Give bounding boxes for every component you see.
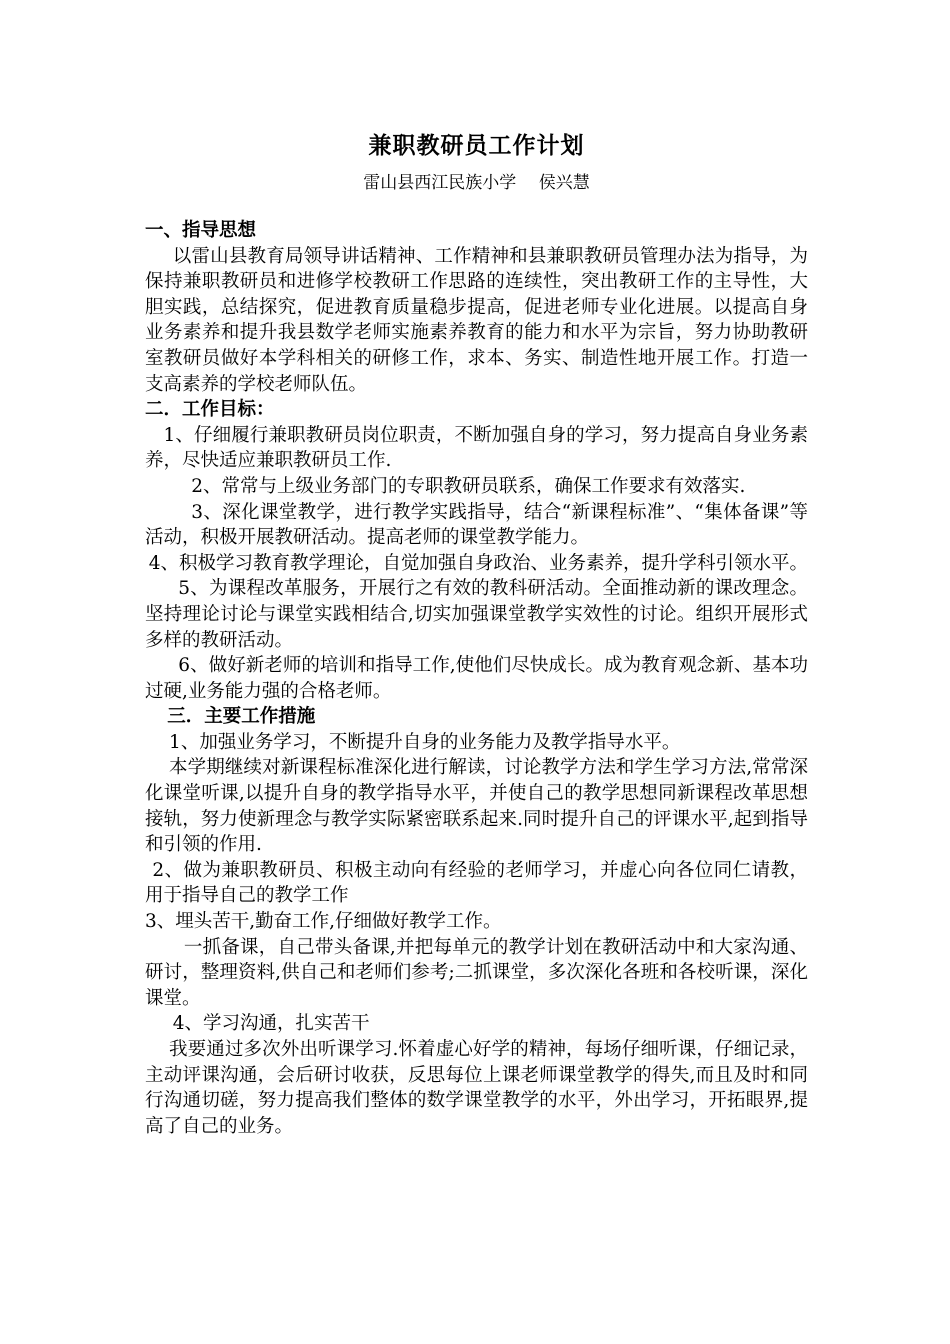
paragraph: 我要通过多次外出听课学习.怀着虚心好学的精神，每场仔细听课，仔细记录，主动评课沟通，会后研讨收获，反思每位上课老师课堂教学的得失,而且及时和同行沟通切磋，努力提高我们整体的数学课堂教学的水平，外出学习，开拓眼界,提高了自己的业务。: [145, 1039, 808, 1137]
paragraph: 3、埋头苦干,勤奋工作,仔细做好教学工作。: [145, 911, 502, 933]
paragraph: 1、加强业务学习，不断提升自身的业务能力及教学指导水平。: [169, 731, 681, 753]
document-title: 兼职教研员工作计划: [368, 132, 585, 159]
paragraph: 4、学习沟通，扎实苦干: [172, 1013, 370, 1035]
paragraph: 本学期继续对新课程标准深化进行解读，讨论教学方法和学生学习方法,常常深化课堂听课,以提升自身的教学指导水平，并使自己的教学思想同新课程改革思想接轨，努力使新理念与教学实际紧密联系起来.同时提升自己的评课水平,起到指导和引领的作用.: [145, 757, 808, 856]
paragraph: 6、做好新老师的培训和指导工作,使他们尽快成长。成为教育观念新、基本功过硬,业务能力强的合格老师。: [145, 655, 808, 702]
document-page: [145, 130, 808, 1139]
section-heading: 一、指导思想: [145, 220, 257, 241]
paragraph: 2、常常与上级业务部门的专职教研员联系，确保工作要求有效落实.: [191, 475, 746, 497]
section-heading: 二．工作目标：: [145, 399, 275, 421]
paragraph: 3、深化课堂教学，进行教学实践指导，结合“新课程标准”、“集体备课”等活动，积极开展教研活动。提高老师的课堂教学能力。: [145, 501, 808, 549]
paragraph: 1、仔细履行兼职教研员岗位职责，不断加强自身的学习，努力提高自身业务素养，尽快适应兼职教研员工作.: [145, 424, 808, 472]
paragraph: 一抓备课，自己带头备课,并把每单元的教学计划在教研活动中和大家沟通、研讨，整理资料,供自己和老师们参考;二抓课堂，多次深化各班和各校听课，深化课堂。: [145, 936, 808, 1009]
paragraph: 5、为课程改革服务，开展行之有效的教科研活动。全面推动新的课改理念。坚持理论讨论与课堂实践相结合,切实加强课堂教学实效性的讨论。组织开展形式多样的教研活动。: [145, 578, 808, 651]
section-heading: 三．主要工作措施: [167, 706, 316, 728]
paragraph: 以雷山县教育局领导讲话精神、工作精神和县兼职教研员管理办法为指导，为保持兼职教研员和进修学校教研工作思路的连续性，突出教研工作的主导性，大胆实践，总结探究，促进教育质量稳步提高，促进老师专业化进展。以提高自身业务素养和提升我县数学老师实施素养教育的能力和水平为宗旨，努力协助教研室教研员做好本学科相关的研修工作，求本、务实、制造性地开展工作。打造一支高素养的学校老师队伍。: [145, 245, 808, 395]
document-author: 雷山县西江民族小学 侯兴慧: [363, 173, 590, 193]
paragraph: 2、做为兼职教研员、积极主动向有经验的老师学习，并虚心向各位同仁请教，用于指导自己的教学工作: [145, 859, 808, 907]
paragraph: 4、积极学习教育教学理论，自觉加强自身政治、业务素养，提升学科引领水平。: [148, 552, 808, 574]
